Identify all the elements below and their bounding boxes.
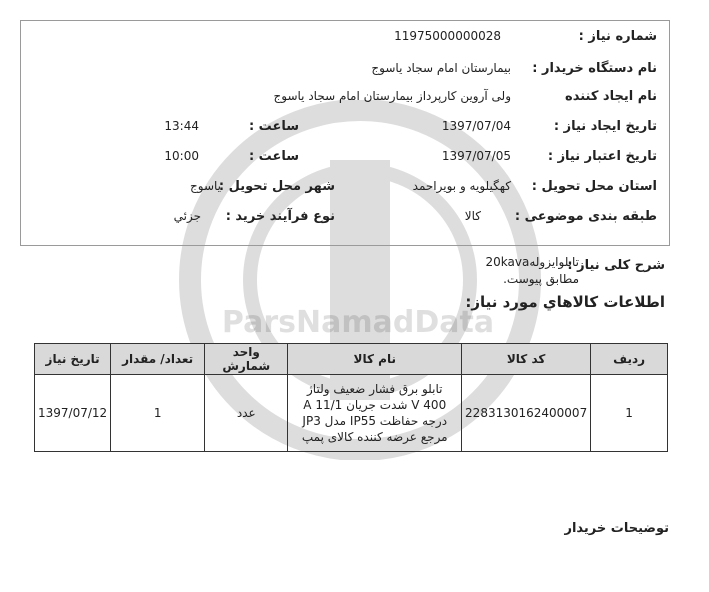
buyer-org-value: بیمارستان امام سجاد یاسوج xyxy=(371,61,511,75)
header-unit: واحد شمارش xyxy=(205,344,288,375)
cell-code: 2283130162400007 xyxy=(462,375,591,452)
cell-row-number: 1 xyxy=(591,375,668,452)
cell-unit: عدد xyxy=(205,375,288,452)
creator-value: ولی آروین کارپرداز بیمارستان امام سجاد یاسوج xyxy=(273,89,511,103)
category-value: کالا xyxy=(464,209,481,223)
header-row-number: ردیف xyxy=(591,344,668,375)
city-label: شهر محل تحویل : xyxy=(218,179,335,194)
header-qty: تعداد/ مقدار xyxy=(111,344,205,375)
description-label: شرح کلی نیاز : xyxy=(567,258,665,273)
header-date: تاریخ نیاز xyxy=(35,344,111,375)
header-code: کد کالا xyxy=(462,344,591,375)
need-number-row xyxy=(21,29,669,53)
name-line: مرجع عرضه کننده کالای پمپ xyxy=(301,430,448,444)
category-label: طبقه بندی موضوعی : xyxy=(514,209,657,224)
validity-date-row xyxy=(21,149,669,173)
table-row xyxy=(35,375,668,452)
validity-date-label: تاریخ اعتبار نیاز : xyxy=(547,149,657,164)
created-date-label: تاریخ ایجاد نیاز : xyxy=(553,119,657,134)
cell-date: 1397/07/12 xyxy=(35,375,111,452)
name-line: تابلو برق فشار ضعیف ولتاژ xyxy=(307,382,443,396)
buyer-notes-label: توضیحات خریدار xyxy=(564,521,669,536)
process-type-label: نوع فرآیند خرید : xyxy=(225,209,335,224)
created-time-value: 13:44 xyxy=(164,119,199,133)
created-date-value: 1397/07/04 xyxy=(441,119,511,133)
description-line-1: تابلوایزوله20kava xyxy=(485,255,579,269)
name-line: درجه حفاظت IP55 مدل JP3 xyxy=(302,414,448,428)
header-name: نام کالا xyxy=(288,344,462,375)
goods-table-header-row xyxy=(35,344,668,375)
watermark-text: ParsNamadData xyxy=(221,305,495,340)
name-line: 400 V شدت جریان 11/1 A xyxy=(303,398,447,412)
creator-label: نام ایجاد کننده xyxy=(565,89,657,104)
description-line-2: مطابق پیوست. xyxy=(503,272,579,286)
need-info-box xyxy=(20,20,670,246)
buyer-org-row xyxy=(21,61,669,85)
need-number-value: 11975000000028 xyxy=(394,29,501,43)
process-type-value: جزئي xyxy=(173,209,201,223)
city-value: یاسوج xyxy=(190,179,221,193)
validity-time-label: ساعت : xyxy=(248,149,299,164)
validity-date-value: 1397/07/05 xyxy=(441,149,511,163)
description-value xyxy=(485,254,579,288)
province-value: کهگیلویه و بویراحمد xyxy=(412,179,511,193)
creator-row xyxy=(21,89,669,113)
category-row xyxy=(21,209,669,233)
created-time-label: ساعت : xyxy=(248,119,299,134)
cell-name xyxy=(288,375,462,452)
buyer-org-label: نام دستگاه خریدار : xyxy=(532,61,657,76)
goods-table xyxy=(34,343,668,452)
delivery-location-row xyxy=(21,179,669,203)
created-date-row xyxy=(21,119,669,143)
goods-section-title: اطلاعات کالاهاي مورد نیاز: xyxy=(465,293,665,311)
province-label: استان محل تحویل : xyxy=(531,179,657,194)
validity-time-value: 10:00 xyxy=(164,149,199,163)
need-number-label: شماره نیاز : xyxy=(578,29,657,44)
cell-qty: 1 xyxy=(111,375,205,452)
